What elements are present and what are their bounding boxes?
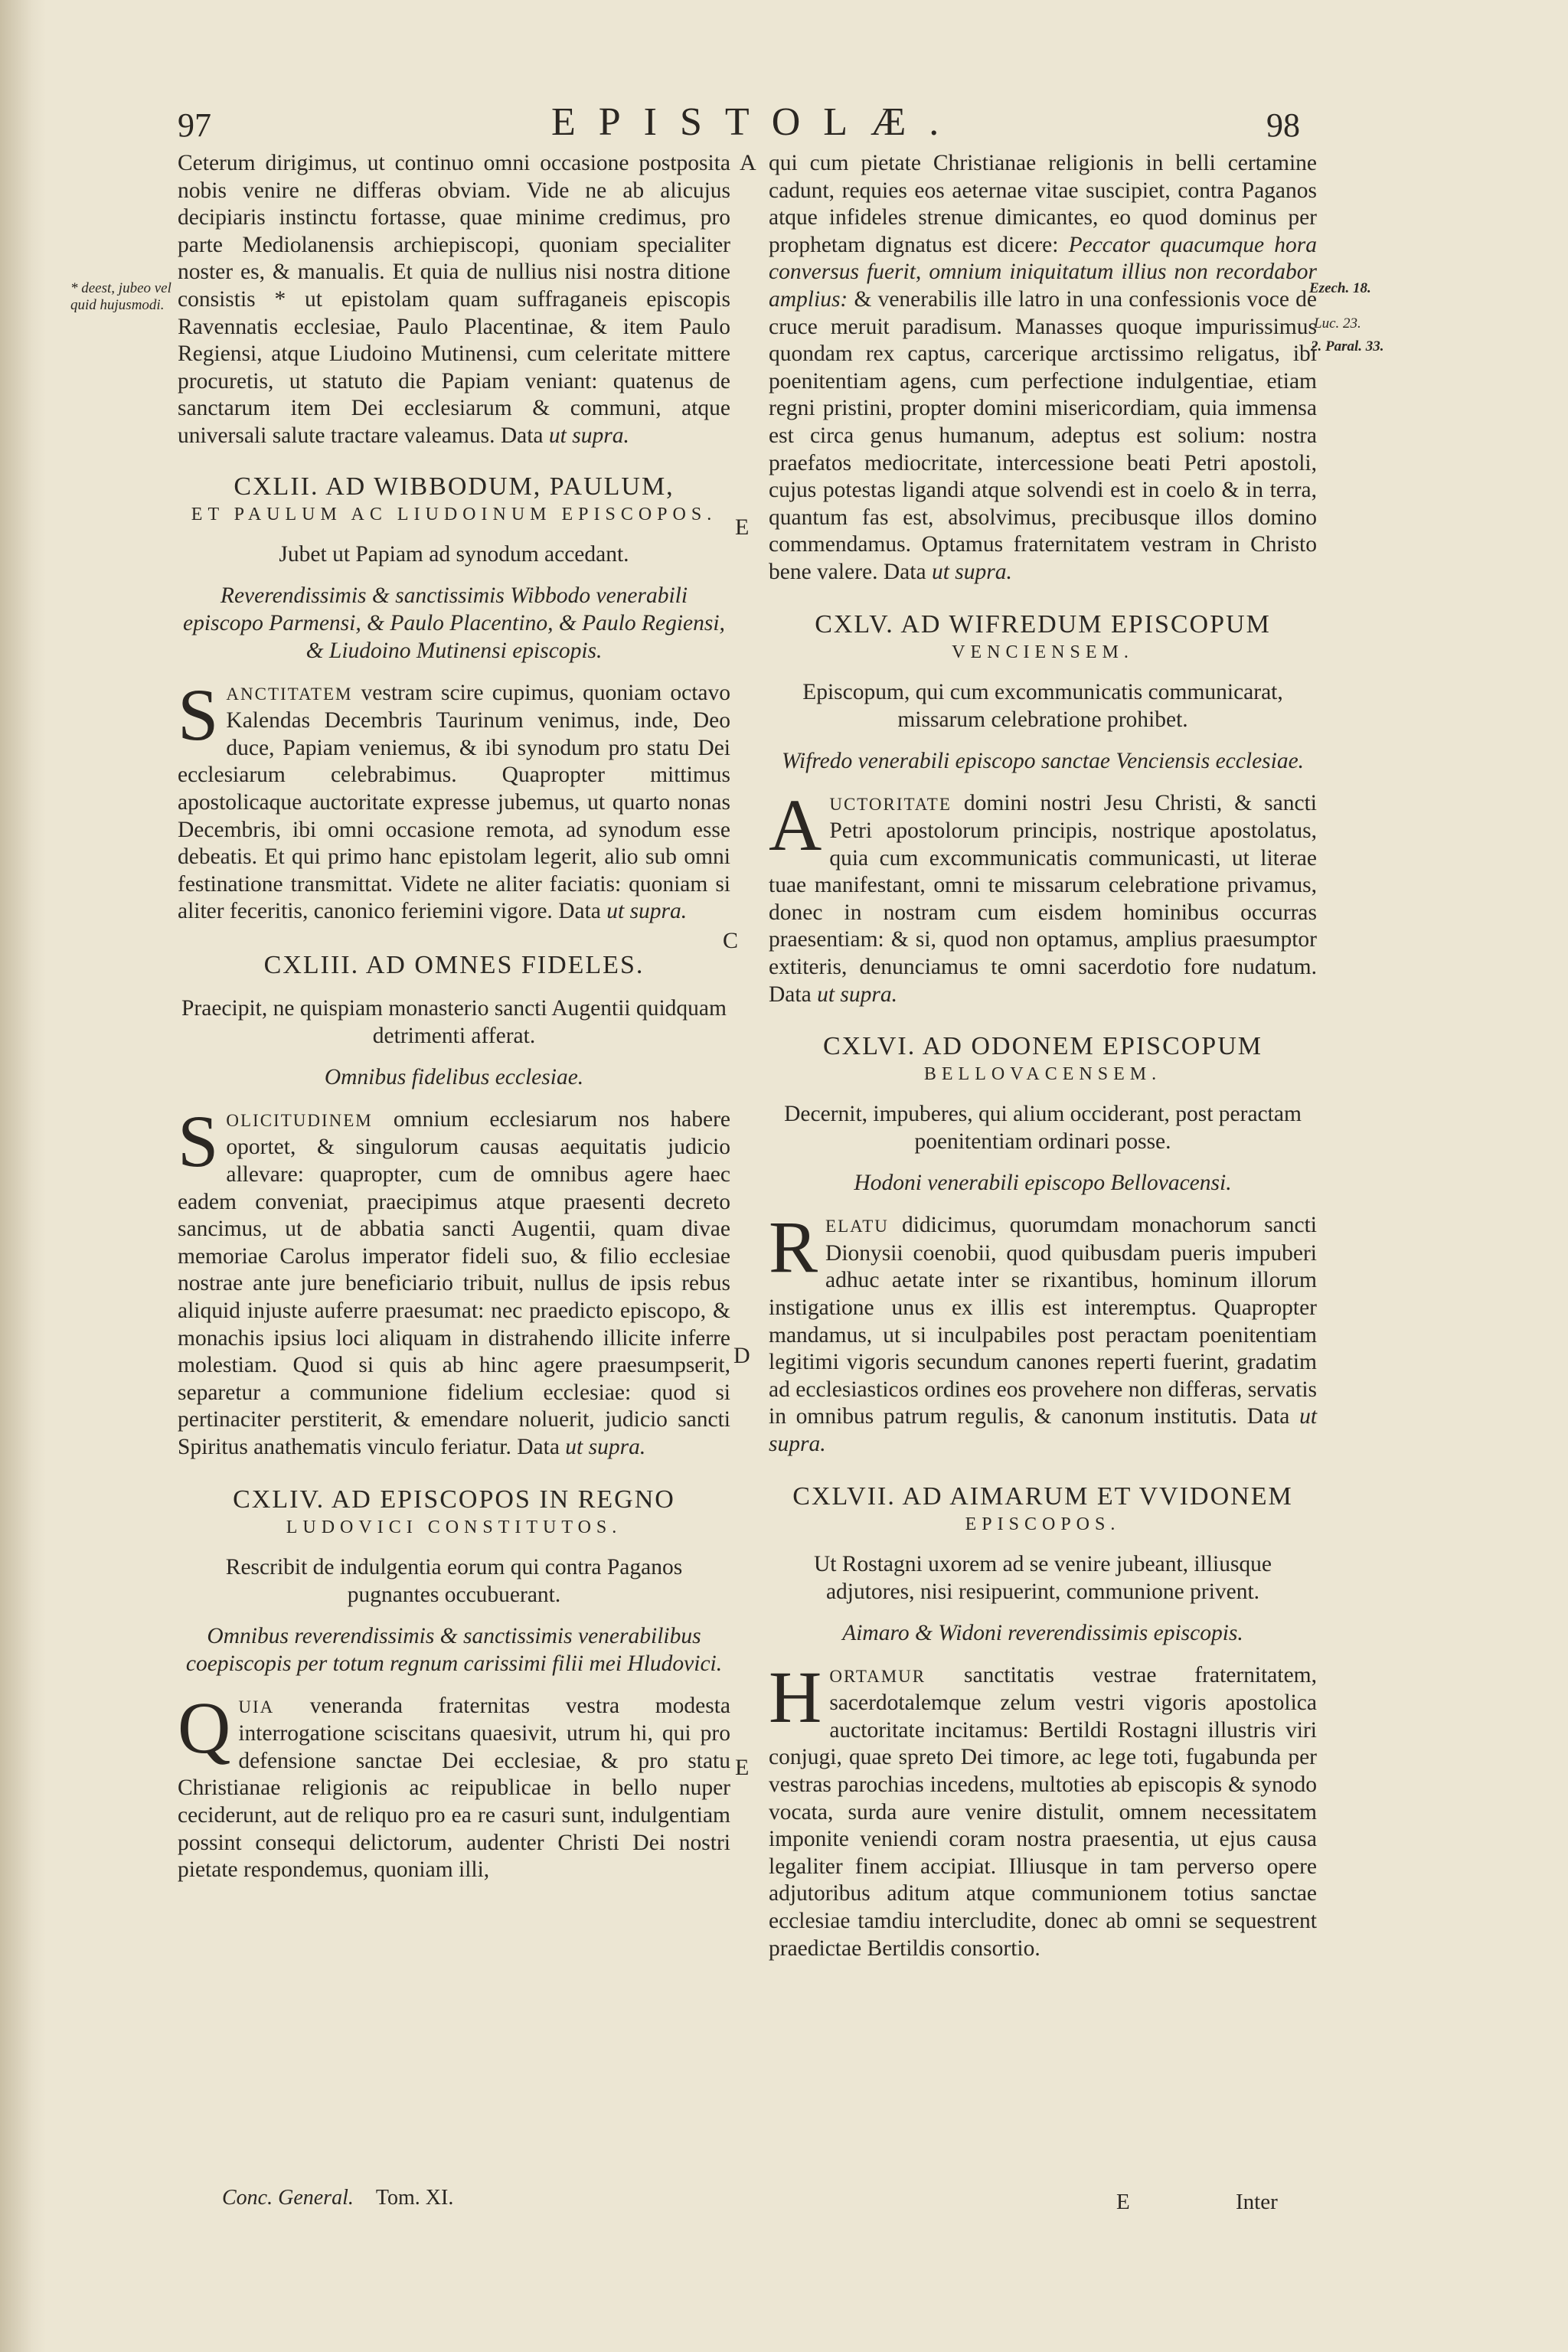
letter-143-data: Data — [517, 1435, 560, 1459]
letter-144-heading: CXLIV. AD EPISCOPOS IN REGNO — [233, 1485, 675, 1514]
letter-143-ut-supra: ut supra. — [565, 1435, 646, 1459]
letter-142-subheading: ET PAULUM AC LIUDOINUM EPISCOPOS. — [191, 504, 717, 524]
letter-146-data: Data — [1246, 1404, 1290, 1429]
catchword: Inter — [1236, 2190, 1278, 2214]
letter-144-address: Omnibus reverendissimis & sanctissimis venerabilibus coepiscopis per totum regnum carissimi filii mei Hludovici. — [185, 1623, 723, 1676]
opening-word: UIA — [238, 1697, 275, 1717]
letter-142-data: Data — [558, 899, 601, 924]
letter-147-heading: CXLVII. AD AIMARUM ET VVIDONEM — [792, 1481, 1293, 1511]
letter-146-body — [769, 1206, 1318, 1458]
gutter-shadow — [0, 0, 46, 2352]
letter-144-text: veneranda fraternitas vestra modesta interrogatione sciscitans quaesivit, utrum hi, qui pro defensione sanctae Dei ecclesiae, & pro statu Christianae religionis ac reipublicae in bello nuper ceciderunt, aut de reliquo pro ea re casuri sunt, indulgentiam possint consequi delictorum, audenter Christi Dei nostri pietate respondemus, quoniam illi, — [178, 1693, 731, 1883]
continued-data: Data — [883, 559, 926, 584]
margin-letter-c: C — [723, 928, 739, 953]
continued-rest: & venerabilis ille latro in una confessionis voce de cruce meruit paradisum. Manasses quoque impurissimus quondam rex captus, carcerique arctissimo religatus, ibi poenitentiam agens, cum perfectione indulgentiae, etiam regni pristini, propter domini misericordiam, quia immensa est circa genus humanum, adeptus est solium: nostra praefatos mediocritate, intercessione beati Petri apostoli, cujus potestas ligandi atque solvendi est in coelo & in terra, quantum fas est, absolvimus, precibusque illos domino commendamus. Optamus fraternitatem vestram in Christo bene valere. — [769, 286, 1318, 584]
continued-quote: Peccator quacumque hora conversus fuerit, omnium iniquitatum illius non recordabor amplius: — [769, 232, 1317, 312]
letter-145-body — [769, 783, 1317, 1009]
continued-paragraph — [769, 150, 1317, 586]
letter-142-summary: Jubet ut Papiam ad synodum accedant. — [279, 541, 629, 567]
footer-signature — [222, 2186, 453, 2210]
margin-letter-e-lower: E — [735, 1755, 750, 1780]
side-note-ezech: Ezech. 18. — [1309, 280, 1371, 296]
letter-147-body — [769, 1655, 1317, 1963]
letter-143-heading: CXLIII. AD OMNES FIDELES. — [263, 950, 645, 979]
letter-144-subheading: LUDOVICI CONSTITUTOS. — [286, 1517, 622, 1537]
letter-144-summary: Rescribit de indulgentia eorum qui contra Paganos pugnantes occubuerant. — [225, 1554, 683, 1607]
page-number-left: 97 — [178, 106, 211, 144]
continued-ut-supra: ut supra. — [931, 559, 1012, 584]
dropcap-a: A — [769, 783, 822, 866]
page-number-right: 98 — [1266, 106, 1300, 144]
letter-145-data: Data — [769, 982, 812, 1007]
letter-145-summary: Episcopum, qui cum excommunicatis communicarat, missarum celebratione prohibet. — [802, 679, 1283, 732]
letter-147-address: Aimaro & Widoni reverendissimis episcopis. — [842, 1620, 1243, 1645]
running-title: EPISTOLÆ. — [551, 100, 962, 144]
intro-data: Data — [500, 423, 544, 448]
letter-145-address: Wifredo venerabili episcopo sanctae Venciensis ecclesiae. — [781, 748, 1305, 773]
dropcap-r: R — [769, 1206, 818, 1289]
opening-word: ANCTITATEM — [226, 684, 353, 704]
letter-147-text: sanctitatis vestrae fraternitatem, sacerdotalemque zelum vestri vigoris apostolica auctoritate incitamus: Bertildi Rostagni illustris viri conjugi, quae spreto Dei timore, ac lege toti, fugabunda per vestras parochias incedens, multoties ab episcopis & synodo vocata, surda aure venire distulit, omnem necessitatem imponite veniendi coram nostra praesentia, ut ejus causa legaliter finem accipiat. Illiusque in tam perverso opere adjutoribus aditum atque communionem totius sanctae ecclesiae tamdiu intercludite, donec ab omni se sequestrent praedictae Bertildis consortio. — [769, 1662, 1317, 1961]
margin-letter-d: D — [733, 1343, 750, 1368]
footer-conc: Conc. General. — [222, 2186, 354, 2210]
letter-146-summary: Decernit, impuberes, qui alium occiderant, post peractam poenitentiam ordinari posse. — [784, 1102, 1302, 1155]
side-note-luc: Luc. 23. — [1314, 315, 1361, 332]
margin-letter-e: E — [735, 514, 750, 540]
intro-text: Ceterum dirigimus, ut continuo omni occasione postposita nobis venire ne differas obviam. Vide ne ab alicujus decipiaris instinctu fortasse, quae minime credimus, pro parte Mediolanensis archiepiscopi, quoniam specialiter noster es, & manualis. Et quia de nullius nisi nostra ditione consistis * ut epistolam quam suffraganeis episcopis Ravennatis ecclesiae, Paulo Placentinae, & item Paulo Regiensi, atque Liudoino Mutinensi, cum celeritate mittere procuretis, ut statuto die Papiam veniant: quatenus de sanctarum item Dei ecclesiarum & communi, atque universali salute tractare valeamus. — [178, 151, 730, 448]
left-column — [178, 150, 730, 1884]
signature-mark: E — [1116, 2190, 1130, 2214]
side-note-paral: 2. Paral. 33. — [1311, 338, 1384, 354]
intro-paragraph — [178, 150, 730, 450]
letter-147-subheading: EPISCOPOS. — [965, 1514, 1121, 1534]
opening-word: UCTORITATE — [829, 794, 952, 814]
letter-143-summary: Praecipit, ne quispiam monasterio sancti Augentii quidquam detrimenti afferat. — [181, 995, 727, 1048]
letter-143-body — [178, 1099, 730, 1462]
side-note-left: * deest, jubeo vel quid hujusmodi. — [70, 280, 172, 313]
letter-146-text: didicimus, quorumdam monachorum sancti Dionysii coenobii, quod quibusdam pueris impuberi adhuc aetate inter se rixantibus, hominum illorum instigatione unus ex illis est interemptus. Quapropter mandamus, ut si inculpabiles post peractam poenitentiam legitimi vigoris secundum canones reperti fuerint, gradatim ad ecclesiasticos ordines eos provehere non differas, servatis in omnibus patrum regulis, & canonum institutis. — [769, 1213, 1317, 1429]
letter-145-text: domini nostri Jesu Christi, & sancti Petri apostolorum principis, nostrique apostolatus, quia cum excommunicatis communicasti, ut literae tuae manifestant, omni te missarum celebratione privamus, donec in nostram cum eisdem hominibus occurras praesentiam: & si, quod non optamus, amplius praesumptor extiteris, denunciamus te omni sacerdotio fore nudatum. — [769, 790, 1317, 980]
letter-145-heading: CXLV. AD WIFREDUM EPISCOPUM — [815, 609, 1271, 639]
margin-letter-a: A — [740, 150, 756, 175]
dropcap-h: H — [769, 1655, 822, 1738]
opening-word: ORTAMUR — [829, 1666, 926, 1686]
letter-142-text: vestram scire cupimus, quoniam octavo Kalendas Decembris Taurinum venimus, inde, Deo duce, Papiam veniemus, & ibi synodum pro statu Dei ecclesiarum celebrabimus. Quapropter mittimus apostolicaque auctoritate expresse jubemus, ut quarto nonas Decembris, ibi omni occasione remota, ad synodum esse debeatis. Et qui primo hanc epistolam legerit, alio sub omni festinatione transmittat. Videte ne aliter faciatis: quoniam si aliter feceritis, canonico feriemini vigore. — [178, 680, 730, 924]
letter-146-ut-supra: ut supra. — [769, 1404, 1318, 1456]
letter-142-address: Reverendissimis & sanctissimis Wibbodo venerabili episcopo Parmensi, & Paulo Placentino, & Paulo Regiensi, & Liudoino Mutinensi episcopis. — [183, 583, 725, 663]
letter-146-heading: CXLVI. AD ODONEM EPISCOPUM — [822, 1032, 1263, 1061]
continued-text: qui cum pietate Christianae religionis in belli certamine cadunt, requies eos aeternae vitae suscipiet, contra Paganos atque infideles strenue dimicantes, eo quod dominus per prophetam dignatus est dicere: — [769, 151, 1317, 257]
letter-145-subheading: VENCIENSEM. — [952, 642, 1134, 662]
letter-143-text: omnium ecclesiarum nos habere oportet, & singulorum causas aequitatis judicio allevare: quapropter, cum de omnibus agere haec eadem conveniat, praecipimus atque praesenti decreto sancimus, ut de abbatia sancti Augentii, quam divae memoriae Carolus imperator fideli suo, & filio ecclesiae nostrae ante jure beneficiario tribuit, nullus de ipsis rebus aliquid injuste auferre praesumat: nec praedicto episcopo, & monachis ipsius loci aliquam in distrahendo illicite inferre molestiam. Quod si quis ab hinc agere praesumpserit, separetur a communione fidelium ecclesiae: quod si pertinaciter perstiterit, & emendare noluerit, judicio sancti Spiritus anathematis vinculo feriatur. — [178, 1106, 730, 1459]
letter-142-heading: CXLII. AD WIBBODUM, PAULUM, — [234, 472, 675, 501]
intro-ut-supra: ut supra. — [548, 423, 629, 448]
opening-word: ELATU — [825, 1217, 889, 1236]
right-column — [769, 150, 1317, 1962]
dropcap-s: S — [178, 673, 219, 756]
opening-word: OLICITUDINEM — [226, 1110, 373, 1130]
dropcap-q: Q — [178, 1686, 231, 1769]
letter-143-address: Omnibus fidelibus ecclesiae. — [324, 1064, 584, 1089]
letter-147-summary: Ut Rostagni uxorem ad se venire jubeant, illiusque adjutores, nisi resipuerint, communione privent. — [813, 1551, 1272, 1604]
letter-146-address: Hodoni venerabili episcopo Bellovacensi. — [854, 1171, 1232, 1196]
letter-146-subheading: BELLOVACENSEM. — [923, 1064, 1162, 1085]
letter-144-body — [178, 1686, 731, 1884]
footer-tom: Tom. XI. — [375, 2186, 454, 2210]
letter-142-ut-supra: ut supra. — [606, 899, 688, 924]
letter-145-ut-supra: ut supra. — [817, 982, 897, 1007]
letter-142-body — [178, 673, 730, 926]
dropcap-s: S — [178, 1099, 219, 1182]
